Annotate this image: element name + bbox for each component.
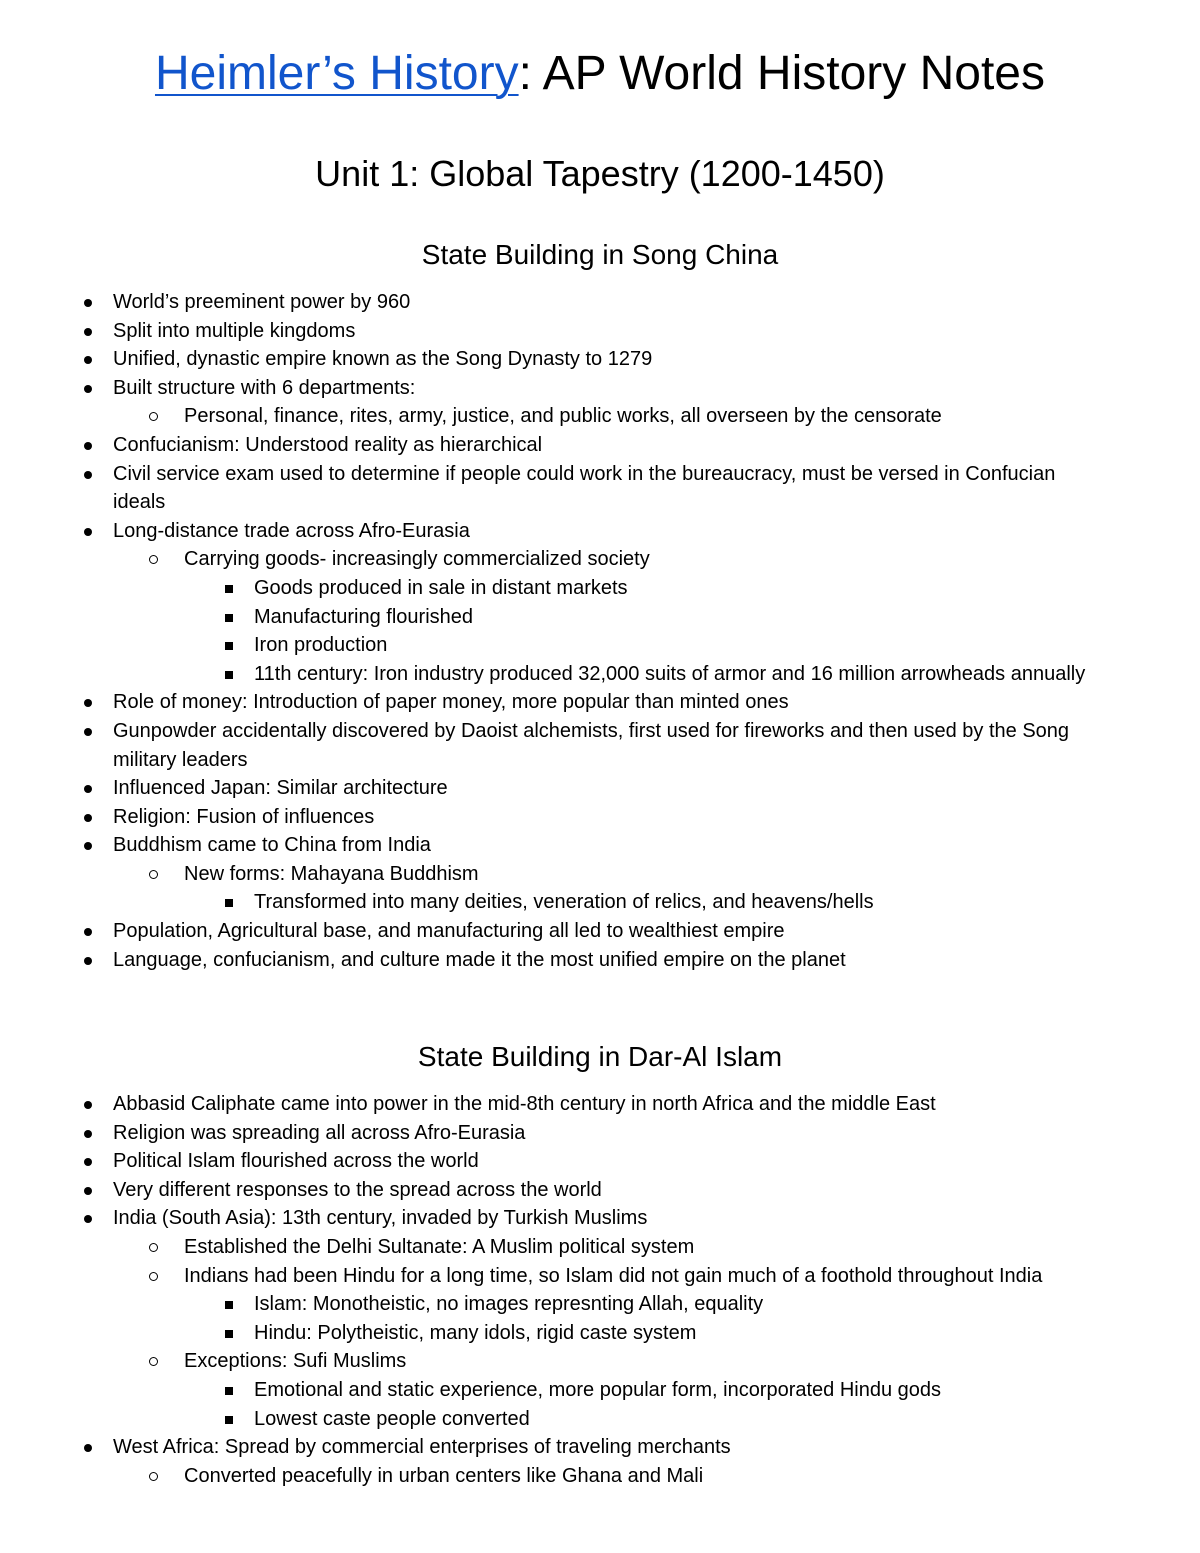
page-title-rest: : AP World History Notes: [518, 47, 1045, 100]
list-item-text: Lowest caste people converted: [254, 1407, 530, 1430]
filled-circle-bullet-icon: [84, 946, 92, 975]
list-item: [0, 660, 1200, 689]
filled-circle-bullet-icon: [84, 831, 92, 860]
list-item: [0, 1433, 1200, 1462]
section-heading-dar-al-islam: State Building in Dar-Al Islam: [417, 1041, 783, 1072]
list-item: [0, 1204, 1200, 1233]
list-item-text: Carrying goods- increasingly commercialized society: [184, 548, 650, 571]
list-item: [0, 917, 1200, 946]
list-item: [0, 1176, 1200, 1205]
hollow-circle-bullet-icon: [149, 402, 158, 431]
list-item-text: Transformed into many deities, veneration of relics, and heavens/hells: [254, 891, 874, 914]
filled-circle-bullet-icon: [84, 460, 92, 489]
list-item-text: Role of money: Introduction of paper money, more popular than minted ones: [113, 691, 789, 714]
filled-circle-bullet-icon: [84, 1176, 92, 1205]
square-bullet-icon: [225, 1319, 233, 1348]
square-bullet-icon: [225, 660, 233, 689]
square-bullet-icon: [225, 1405, 233, 1434]
list-item-text: Civil service exam used to determine if people could work in the bureaucracy, must be versed in Confucian: [113, 462, 1056, 485]
bullet-list-dar-al-islam: [0, 1090, 1200, 1490]
list-item-text: Very different responses to the spread across the world: [113, 1178, 602, 1201]
list-item-text: Personal, finance, rites, army, justice, and public works, all overseen by the censorate: [184, 405, 942, 428]
filled-circle-bullet-icon: [84, 803, 92, 832]
list-item-text: Religion: Fusion of influences: [113, 805, 375, 828]
square-bullet-icon: [225, 1376, 233, 1405]
list-item-text: Goods produced in sale in distant markets: [254, 576, 628, 599]
list-item: [0, 1376, 1200, 1405]
list-item-text: Confucianism: Understood reality as hierarchical: [113, 433, 543, 456]
list-item: [0, 1290, 1200, 1319]
list-item: [0, 288, 1200, 317]
list-item-text: Hindu: Polytheistic, many idols, rigid caste system: [254, 1321, 697, 1344]
list-item-text: Indians had been Hindu for a long time, so Islam did not gain much of a foothold throughout India: [184, 1264, 1043, 1287]
filled-circle-bullet-icon: [84, 1433, 92, 1462]
list-item: [0, 431, 1200, 460]
filled-circle-bullet-icon: [84, 717, 92, 746]
list-item-text: Exceptions: Sufi Muslims: [184, 1350, 407, 1373]
list-item-text: Language, confucianism, and culture made it the most unified empire on the planet: [113, 948, 846, 971]
list-item-text-continuation: military leaders: [113, 748, 248, 771]
list-item-text: West Africa: Spread by commercial enterprises of traveling merchants: [113, 1436, 731, 1459]
filled-circle-bullet-icon: [84, 1119, 92, 1148]
filled-circle-bullet-icon: [84, 688, 92, 717]
section-heading-song-china: State Building in Song China: [421, 239, 779, 270]
list-item: [0, 1233, 1200, 1262]
list-item: [0, 831, 1200, 860]
list-item: [0, 460, 1200, 517]
list-item-text: Religion was spreading all across Afro-Eurasia: [113, 1121, 526, 1144]
list-item: [0, 402, 1200, 431]
list-item-text: Buddhism came to China from India: [113, 834, 431, 857]
filled-circle-bullet-icon: [84, 774, 92, 803]
list-item: [0, 1405, 1200, 1434]
hollow-circle-bullet-icon: [149, 1462, 158, 1491]
list-item-text: Established the Delhi Sultanate: A Muslim political system: [184, 1235, 695, 1258]
list-item: [0, 1262, 1200, 1291]
list-item: [0, 374, 1200, 403]
list-item: [0, 888, 1200, 917]
filled-circle-bullet-icon: [84, 1090, 92, 1119]
list-item: [0, 1147, 1200, 1176]
square-bullet-icon: [225, 631, 233, 660]
list-item-text: Population, Agricultural base, and manufacturing all led to wealthiest empire: [113, 920, 785, 943]
list-item-text: Split into multiple kingdoms: [113, 319, 356, 342]
list-item-text: New forms: Mahayana Buddhism: [184, 862, 479, 885]
list-item-text: Converted peacefully in urban centers like Ghana and Mali: [184, 1464, 704, 1487]
list-item: [0, 317, 1200, 346]
list-item: [0, 688, 1200, 717]
list-item: [0, 574, 1200, 603]
filled-circle-bullet-icon: [84, 345, 92, 374]
square-bullet-icon: [225, 574, 233, 603]
list-item-text: World’s preeminent power by 960: [113, 291, 411, 313]
hollow-circle-bullet-icon: [149, 860, 158, 889]
filled-circle-bullet-icon: [84, 374, 92, 403]
filled-circle-bullet-icon: [84, 431, 92, 460]
list-item-text: Emotional and static experience, more popular form, incorporated Hindu gods: [254, 1378, 942, 1401]
filled-circle-bullet-icon: [84, 517, 92, 546]
list-item-text: Built structure with 6 departments:: [113, 376, 416, 399]
hollow-circle-bullet-icon: [149, 1233, 158, 1262]
list-item: [0, 631, 1200, 660]
filled-circle-bullet-icon: [84, 288, 92, 317]
list-item: [0, 774, 1200, 803]
list-item-text: Iron production: [254, 634, 388, 657]
square-bullet-icon: [225, 888, 233, 917]
list-item: [0, 717, 1200, 774]
list-item-text: Influenced Japan: Similar architecture: [113, 777, 448, 800]
unit-title: Unit 1: Global Tapestry (1200-1450): [315, 153, 885, 194]
list-item: [0, 1090, 1200, 1119]
list-item: [0, 946, 1200, 975]
heimlers-history-link[interactable]: Heimler’s History: [154, 47, 519, 100]
list-item-text: Unified, dynastic empire known as the Song Dynasty to 1279: [113, 348, 653, 371]
list-item: [0, 517, 1200, 546]
filled-circle-bullet-icon: [84, 1204, 92, 1233]
list-item-text-continuation: ideals: [113, 491, 166, 514]
list-item-text: Manufacturing flourished: [254, 605, 474, 628]
list-item-text: Islam: Monotheistic, no images represnting Allah, equality: [254, 1293, 764, 1316]
list-item: [0, 545, 1200, 574]
list-item: [0, 1119, 1200, 1148]
list-item: [0, 860, 1200, 889]
list-item-text: India (South Asia): 13th century, invaded by Turkish Muslims: [113, 1207, 648, 1230]
filled-circle-bullet-icon: [84, 1147, 92, 1176]
page-title: [0, 42, 1200, 106]
filled-circle-bullet-icon: [84, 917, 92, 946]
list-item-text: Political Islam flourished across the world: [113, 1150, 479, 1173]
filled-circle-bullet-icon: [84, 317, 92, 346]
list-item: [0, 1347, 1200, 1376]
square-bullet-icon: [225, 603, 233, 632]
list-item: [0, 803, 1200, 832]
list-item: [0, 1462, 1200, 1491]
list-item-text: Long-distance trade across Afro-Eurasia: [113, 519, 470, 542]
list-item-text: Gunpowder accidentally discovered by Daoist alchemists, first used for fireworks and then used by the Song: [113, 719, 1070, 742]
square-bullet-icon: [225, 1290, 233, 1319]
list-item-text: Abbasid Caliphate came into power in the mid-8th century in north Africa and the middle East: [113, 1093, 936, 1115]
list-item: [0, 603, 1200, 632]
hollow-circle-bullet-icon: [149, 1262, 158, 1291]
bullet-list-song-china: [0, 288, 1200, 974]
hollow-circle-bullet-icon: [149, 1347, 158, 1376]
hollow-circle-bullet-icon: [149, 545, 158, 574]
list-item-text: 11th century: Iron industry produced 32,000 suits of armor and 16 million arrowheads annually: [254, 662, 1086, 685]
list-item: [0, 345, 1200, 374]
list-item: [0, 1319, 1200, 1348]
